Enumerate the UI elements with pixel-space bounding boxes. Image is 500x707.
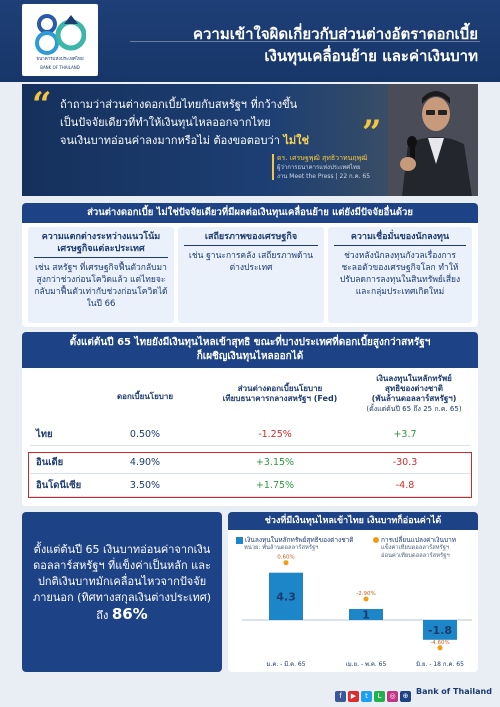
baht-summary-body: ตั้งแต่ต้นปี 65 เงินบาทอ่อนค่าจากเงินดอลลาร์สหรัฐฯ ที่แข็งค่าเป็นหลัก และปกติเงินบาทมักเคลื่อนไหวจากปัจจัยภายนอก (ทิศทางสกุลเงินต่างประเทศ) ถึง [32, 543, 212, 622]
baht-summary-text [32, 542, 212, 624]
quote-line3: จนเงินบาทอ่อนค่าลงมากหรือไม่ ต้องขอตอบว่า [60, 134, 280, 147]
col-header-diff-line1: ส่วนต่างดอกเบี้ยนโยบาย [237, 384, 323, 393]
factor-confidence-body: ช่วงหลังนักลงทุนกังวลเรื่องการชะลอตัวของเศรษฐกิจโลก ทำให้ปรับลดการลงทุนในสินทรัพย์เสี่ยงและกลุ่มประเทศเกิดใหม่ [339, 251, 461, 297]
facebook-icon[interactable]: f [335, 691, 346, 702]
row-flow: +3.7 [393, 429, 417, 440]
legend-dot-label: การเปลี่ยนแปลงค่าเงินบาท [381, 536, 457, 544]
flow-chart [228, 512, 478, 672]
capital-flow-heading-line2: ก็เผชิญเงินทุนไหลออกได้ [196, 351, 304, 362]
page-title-line1: ความเข้าใจผิดเกี่ยวกับส่วนต่างอัตราดอกเบี้ย [192, 25, 478, 43]
logo-80-icon [34, 12, 86, 56]
factor-economy [28, 227, 174, 323]
speaker-name: ดร. เศรษฐพุฒิ สุทธิวาทนฤพุฒิ [277, 154, 368, 162]
chart-fx-dot [284, 560, 289, 565]
speaker-divider [272, 154, 274, 180]
youtube-icon[interactable]: ▶ [348, 691, 359, 702]
line-icon[interactable]: L [374, 691, 385, 702]
open-quote-icon: “ [32, 85, 52, 125]
chart-fx-dot [364, 597, 369, 602]
col-header-flow-line2: สุทธิของต่างชาติ [385, 384, 443, 393]
page-title-line2: เงินทุนเคลื่อนย้าย และค่าเงินบาท [264, 47, 478, 65]
speaker-event: งาน Meet the Press | 22 ก.ค. 65 [277, 173, 371, 180]
col-header-diff-line2: เทียบธนาคารกลางสหรัฐฯ (Fed) [222, 394, 338, 403]
chart-category-label: ม.ค. - มี.ค. 65 [266, 661, 306, 668]
factor-economy-title1: ความแตกต่างระหว่างแนวโน้ม [41, 232, 161, 242]
quote-text [60, 96, 370, 150]
speaker-photo [388, 84, 478, 196]
capital-flow-heading [22, 332, 478, 368]
row-country: อินโดนีเซีย [36, 480, 82, 491]
legend-bar-label: เงินลงทุนในหลักทรัพย์สุทธิของต่างชาติ [245, 536, 354, 544]
factor-confidence [328, 227, 472, 323]
footer [0, 678, 500, 707]
logo-text-en: BANK OF THAILAND [40, 65, 80, 70]
capital-flow-card [22, 332, 478, 506]
row-country: อินเดีย [36, 457, 64, 468]
chart-bar-label: -1.8 [427, 623, 453, 637]
col-header-flow-line1: เงินลงทุนในหลักทรัพย์ [376, 374, 452, 383]
row-rate: 4.90% [129, 457, 161, 468]
chart-category-label: เม.ย. - พ.ค. 65 [345, 661, 387, 668]
row-diff: +3.15% [255, 457, 295, 468]
chart-fx-label: -2.90% [356, 591, 376, 597]
instagram-icon[interactable]: ◎ [387, 691, 398, 702]
row-rate: 3.50% [129, 480, 161, 491]
quote-line1: ถ้าถามว่าส่วนต่างดอกเบี้ยไทยกับสหรัฐฯ ที่กว้างขึ้น [60, 98, 298, 111]
bot-logo [22, 4, 98, 76]
chart-bar-label: 4.3 [276, 590, 296, 604]
table-row [30, 424, 470, 446]
factor-economy-title2: เศรษฐกิจแต่ละประเทศ [34, 243, 168, 258]
factor-stability [178, 227, 324, 323]
chart-category-label: มิ.ย. - 18 ก.ค. 65 [416, 661, 464, 668]
chart-fx-label: -4.60% [430, 639, 450, 646]
row-diff: -1.25% [258, 429, 292, 440]
col-header-rate: ดอกเบี้ยนโยบาย [116, 392, 174, 401]
row-flow: -30.3 [392, 457, 418, 468]
factor-stability-body: เช่น ฐานะการคลัง เสถียรภาพด้านต่างประเทศ [188, 251, 314, 273]
factor-stability-title: เสถียรภาพของเศรษฐกิจ [184, 231, 318, 246]
quote-banner [22, 84, 478, 196]
col-header-flow-note: (ตั้งแต่ต้นปี 65 ถึง 25 ก.ค. 65) [366, 405, 462, 413]
chart-fx-dot [438, 645, 443, 650]
speaker-role: ผู้ว่าการธนาคารแห่งประเทศไทย [277, 164, 361, 171]
header [0, 0, 500, 82]
quote-line2: เป็นปัจจัยเดียวที่ทำให้เงินทุนไหลออกจากไทย [60, 116, 271, 129]
flow-chart-card [228, 512, 478, 672]
legend-up: แข็งค่าเทียบดอลลาร์สหรัฐฯ [381, 545, 450, 551]
factor-confidence-title: ความเชื่อมั่นของนักลงทุน [334, 231, 466, 246]
social-icons [335, 686, 413, 698]
quote-line3-wrap [60, 132, 370, 150]
footer-brand: Bank of Thailand [416, 687, 492, 696]
baht-summary-panel [22, 512, 222, 672]
factors-heading: ส่วนต่างดอกเบี้ย ไม่ใช่ปัจจัยเดียวที่มีผลต่อเงินทุนเคลื่อนย้าย แต่ยังมีปัจจัยอื่นด้วย [22, 203, 478, 223]
legend-down: อ่อนค่าเทียบดอลลาร์สหรัฐฯ [381, 553, 450, 559]
col-header-diff [218, 384, 342, 404]
col-header-flow-line3: (พันล้านดอลลาร์สหรัฐฯ) [371, 394, 457, 403]
outflow-highlight-box [28, 452, 472, 498]
row-flow: -4.8 [395, 480, 415, 491]
capital-flow-heading-line1: ตั้งแต่ต้นปี 65 ไทยยังมีเงินทุนไหลเข้าสุทธิ ขณะที่บางประเทศที่ดอกเบี้ยสูงกว่าสหรัฐฯ [69, 337, 431, 348]
chart-title: ช่วงที่มีเงินทุนไหลเข้าไทย เงินบาทก็อ่อนค่าได้ [228, 512, 478, 530]
legend-bar-unit: หน่วย: พันล้านดอลลาร์สหรัฐฯ [244, 545, 319, 551]
chart-fx-label: 0.60% [277, 554, 295, 561]
row-country: ไทย [36, 429, 53, 440]
twitter-icon[interactable]: t [361, 691, 372, 702]
quote-emphasis: ไม่ใช่ [283, 134, 309, 147]
logo-text-th: ธนาคารแห่งประเทศไทย [36, 57, 84, 62]
row-diff: +1.75% [255, 480, 295, 491]
baht-summary-pct: 86% [111, 605, 148, 623]
web-icon[interactable]: ⊕ [400, 691, 411, 702]
factors-card [22, 203, 478, 327]
close-quote-icon: ” [362, 113, 382, 153]
row-rate: 0.50% [129, 429, 161, 440]
chart-bar-label: 1 [362, 608, 370, 622]
title-divider [130, 41, 480, 42]
col-header-flow [352, 374, 476, 414]
factor-economy-body: เช่น สหรัฐฯ ที่เศรษฐกิจฟื้นตัวกลับมาสูงกว่าช่วงก่อนโควิดแล้ว แต่ไทยจะกลับมาฟื้นตัวเท่ากับช่วงก่อนโควิดได้ในปี 66 [34, 263, 168, 309]
